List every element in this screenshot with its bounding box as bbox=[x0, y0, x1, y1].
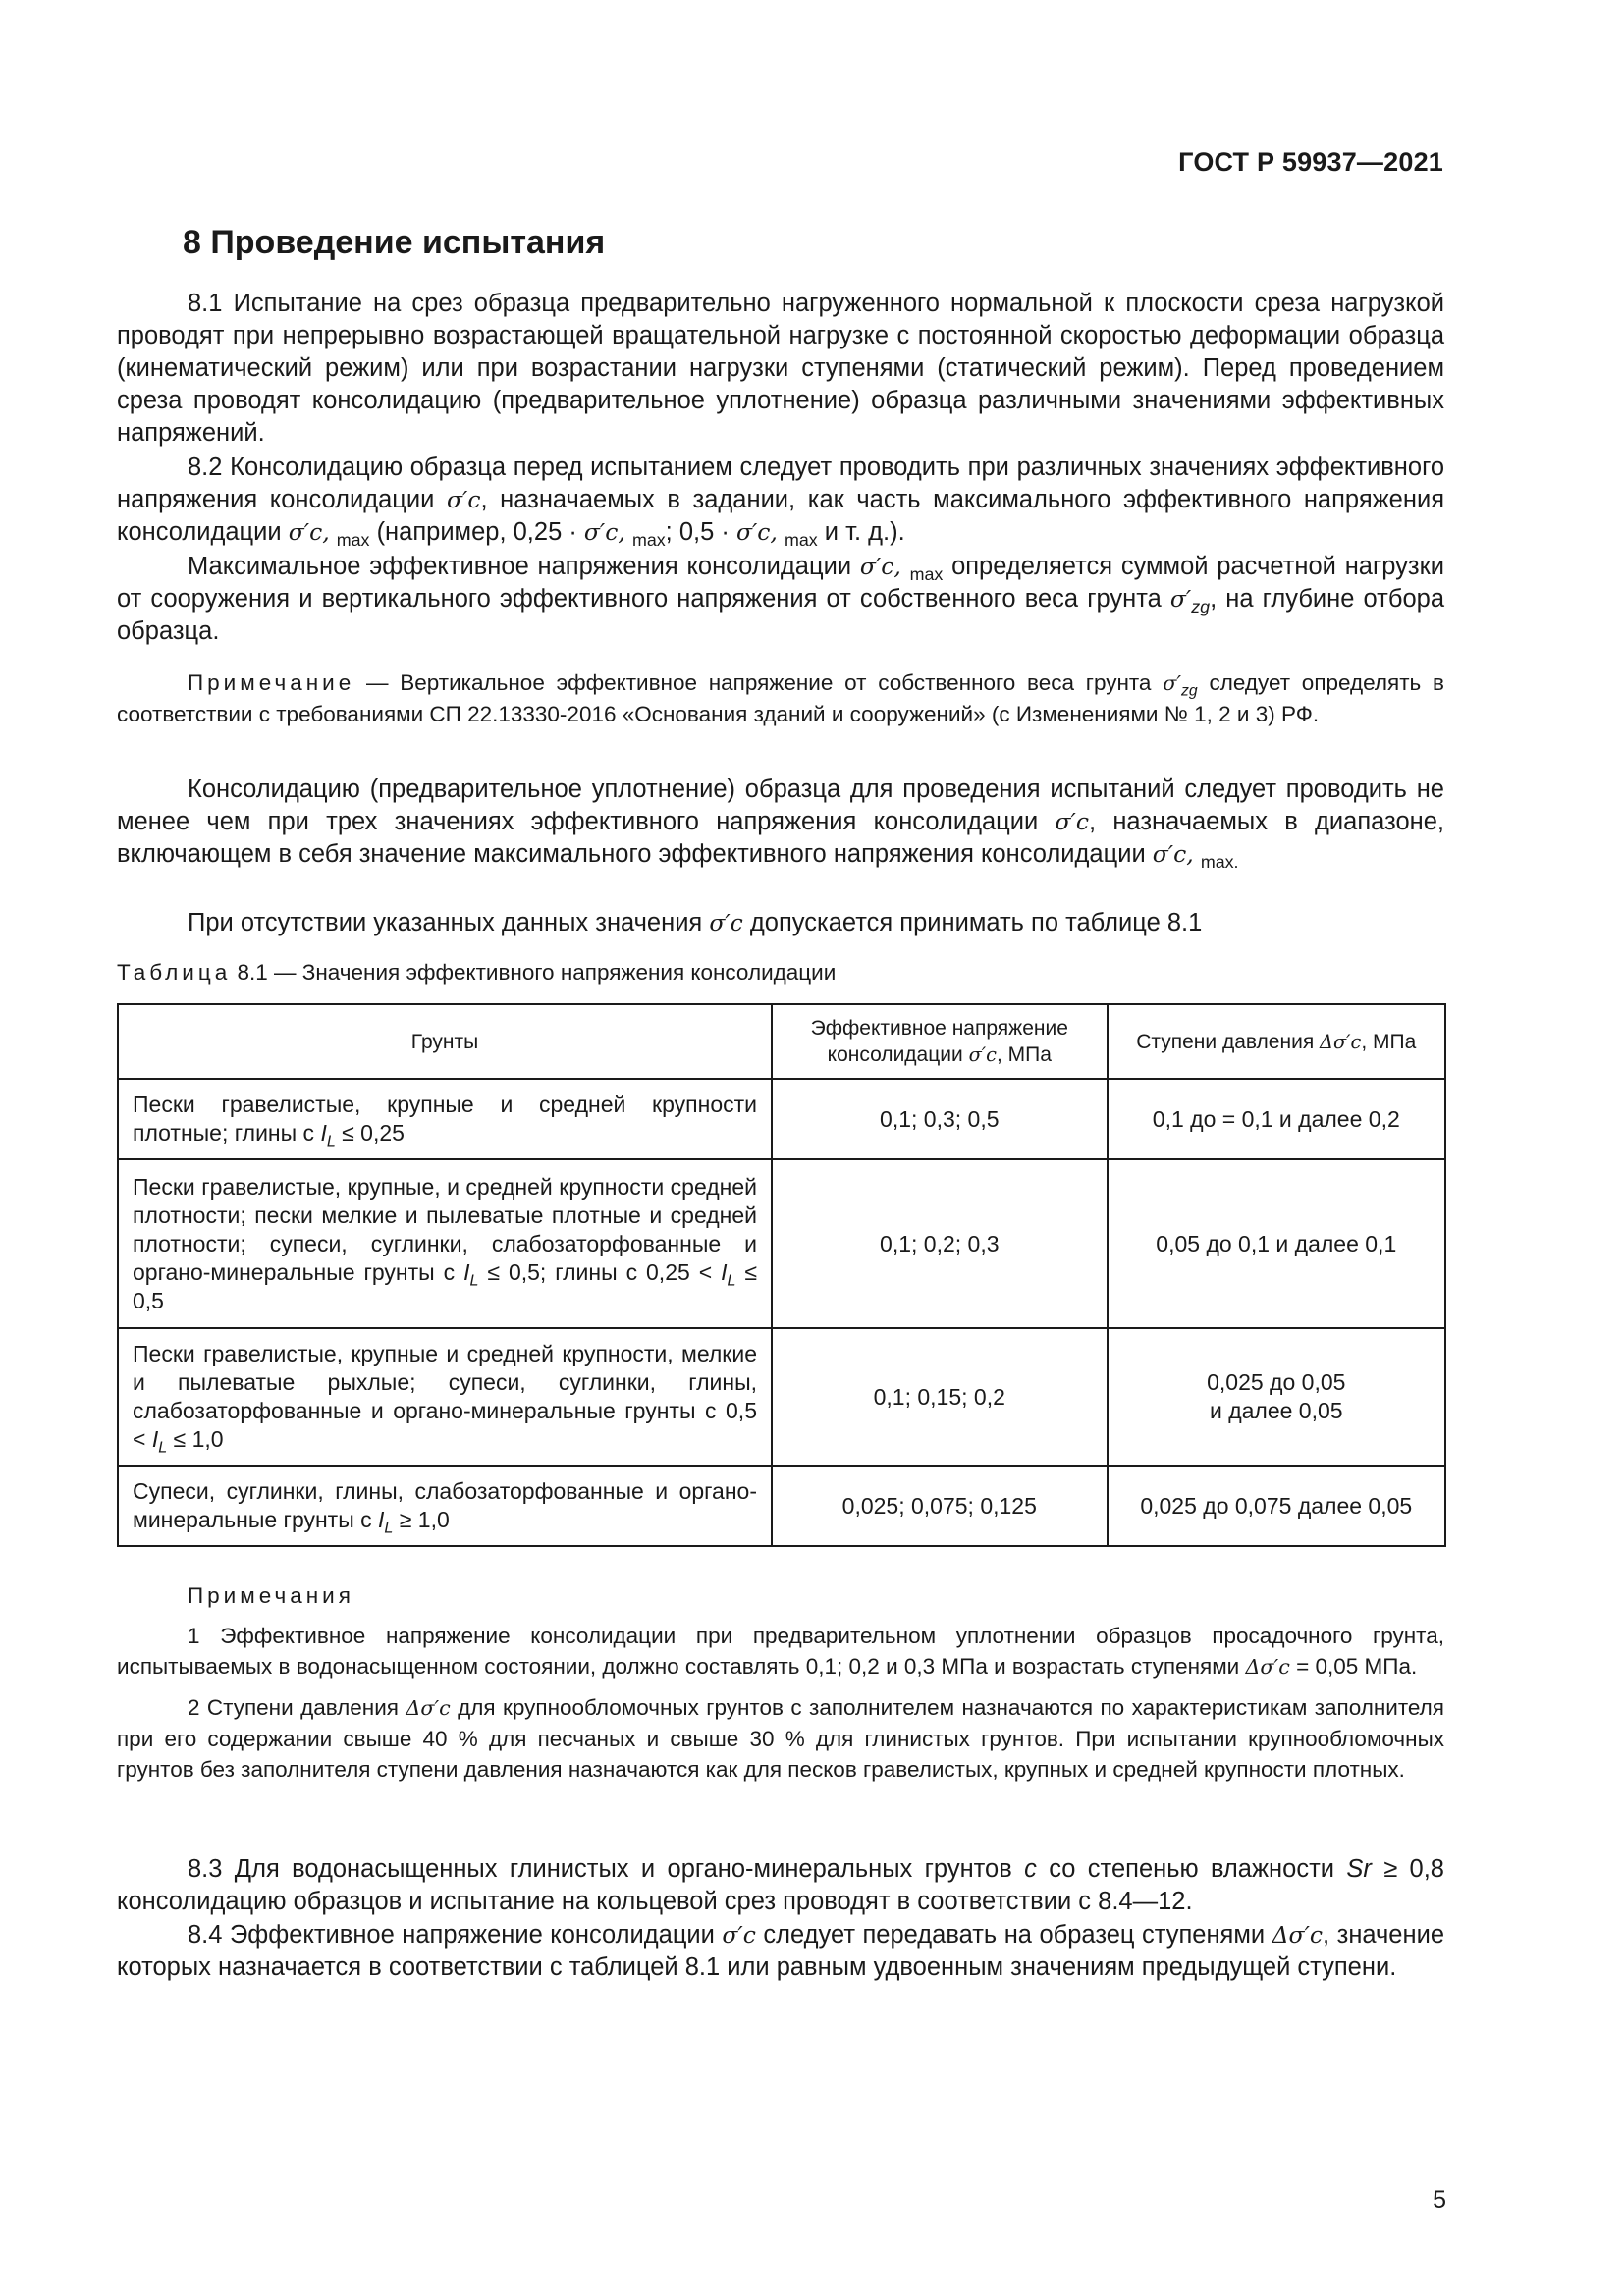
cell-stress: 0,025; 0,075; 0,125 bbox=[772, 1466, 1108, 1546]
cell-soil: Супеси, суглинки, глины, слабозаторфованные и органо-минеральные грунты с $I_L \ge 1,0$ bbox=[118, 1466, 772, 1546]
note-1: 1 Эффективное напряжение консолидации при предварительном уплотнении образцов просадочного грунта, испытываемых в водонасыщенном состоянии, должно составлять 0,1; 0,2 и 0,3 МПа и возрастать ступенями Δσ′c = 0,05 МПа. bbox=[117, 1624, 1444, 1679]
note-label: Примечание bbox=[188, 670, 355, 695]
paragraph-max-stress: Максимальное эффективное напряжения консолидации σ′c, $_{max}$ определяется суммой расчетной нагрузки от сооружения и вертикального эффективного напряжения от собственного веса грунта $\sigma'_{zg}$, на глубине отбора образца. bbox=[117, 553, 1444, 645]
cell-steps: 0,025 до 0,05 и далее 0,05 bbox=[1108, 1328, 1445, 1466]
table-row bbox=[118, 1328, 1445, 1466]
page-number: 5 bbox=[1433, 2186, 1446, 2214]
notes-label: Примечания bbox=[188, 1583, 354, 1608]
note-2: 2 Ступени давления Δσ′c для крупнообломочных грунтов с заполнителем назначаются по характеристикам заполнителя при его содержании свыше 40 % для песчаных и свыше 30 % для глинистых грунтов. При испытании крупнообломочных грунтов без заполнителя ступени давления назначаются как для песков гравелистых, крупных и средней крупности плотных. bbox=[117, 1695, 1444, 1782]
paragraph-8-1: 8.1 Испытание на срез образца предварительно нагруженного нормальной к плоскости среза нагрузкой проводят при непрерывно возрастающей вращательной нагрузке с постоянной скоростью деформации образца (кинематический режим) или при возрастании нагрузки ступенями (статический режим). Перед проведением среза проводят консолидацию (предварительное уплотнение) образца различными значениями эффективных напряжений. bbox=[117, 290, 1444, 447]
cell-stress: 0,1; 0,2; 0,3 bbox=[772, 1159, 1108, 1328]
table-row bbox=[118, 1159, 1445, 1328]
paragraph-consolidation: Консолидацию (предварительное уплотнение) образца для проведения испытаний следует проводить не менее чем при трех значениях эффективного напряжения консолидации σ′c, назначаемых в диапазоне, включающем в себя значение максимального эффективного напряжения консолидации σ′c, $_{max.}$ bbox=[117, 775, 1444, 873]
section-title: 8 Проведение испытания bbox=[183, 224, 606, 261]
table-caption: Таблица 8.1 — Значения эффективного напряжения консолидации bbox=[117, 960, 837, 985]
cell-steps: 0,1 до = 0,1 и далее 0,2 bbox=[1108, 1079, 1445, 1159]
cell-soil: Пески гравелистые, крупные, и средней крупности средней плотности; пески мелкие и пылеватые плотные и средней плотности; супеси, суглинки, слабозаторфованные и органо-минеральные грунты с $I_L \le 0,5$; глины с $0,25 < I_L \le 0,5$ bbox=[118, 1159, 772, 1328]
cell-soil: Пески гравелистые, крупные и средней крупности плотные; глины с $I_L \le 0,25$ bbox=[118, 1079, 772, 1159]
document-code: ГОСТ Р 59937—2021 bbox=[1178, 147, 1443, 177]
note-block: Примечание — Вертикальное эффективное напряжение от собственного веса грунта $\sigma'_{zg}$ следует определять в соответствии с требованиями СП 22.13330-2016 «Основания зданий и сооружений» (с Изменениями № 1, 2 и 3) РФ. bbox=[117, 670, 1444, 726]
paragraph-8-3: 8.3 Для водонасыщенных глинистых и органо-минеральных грунтов c со степенью влажности Sr ≥ 0,8 консолидацию образцов и испытание на кольцевой срез проводят в соответствии с 8.4—12. bbox=[117, 1855, 1444, 1915]
paragraph-8-4: 8.4 Эффективное напряжение консолидации σ′c следует передавать на образец ступенями Δσ′c, значение которых назначается в соответствии с таблицей 8.1 или равным удвоенным значениям предыдущей ступени. bbox=[117, 1921, 1444, 1981]
header-steps: Ступени давления Δσ′c, МПа bbox=[1108, 1004, 1445, 1079]
header-stress: Эффективное напряжение консолидации σ′c, МПа bbox=[772, 1004, 1108, 1079]
cell-steps: 0,025 до 0,075 далее 0,05 bbox=[1108, 1466, 1445, 1546]
paragraph-absent-data: При отсутствии указанных данных значения σ′c допускается принимать по таблице 8.1 bbox=[188, 909, 1203, 936]
header-soils: Грунты bbox=[118, 1004, 772, 1079]
notes-block bbox=[117, 1580, 1444, 1785]
table-8-1 bbox=[117, 1003, 1446, 1547]
paragraph-8-2: 8.2 Консолидацию образца перед испытанием следует проводить при различных значениях эффективного напряжения консолидации σ′c, назначаемых в задании, как часть максимального эффективного напряжения консолидации σ′c, $_{max}$ (например, 0,25 · σ′c, $_{max}$; 0,5 · σ′c, $_{max}$ и т. д.). bbox=[117, 454, 1444, 551]
table-header-row bbox=[118, 1004, 1445, 1079]
cell-stress: 0,1; 0,3; 0,5 bbox=[772, 1079, 1108, 1159]
cell-stress: 0,1; 0,15; 0,2 bbox=[772, 1328, 1108, 1466]
table-row bbox=[118, 1079, 1445, 1159]
cell-soil: Пески гравелистые, крупные и средней крупности, мелкие и пылеватые рыхлые; супеси, суглинки, глины, слабозаторфованные и органо-минеральные грунты с $0,5 < I_L \le 1,0$ bbox=[118, 1328, 772, 1466]
cell-steps: 0,05 до 0,1 и далее 0,1 bbox=[1108, 1159, 1445, 1328]
table-row bbox=[118, 1466, 1445, 1546]
